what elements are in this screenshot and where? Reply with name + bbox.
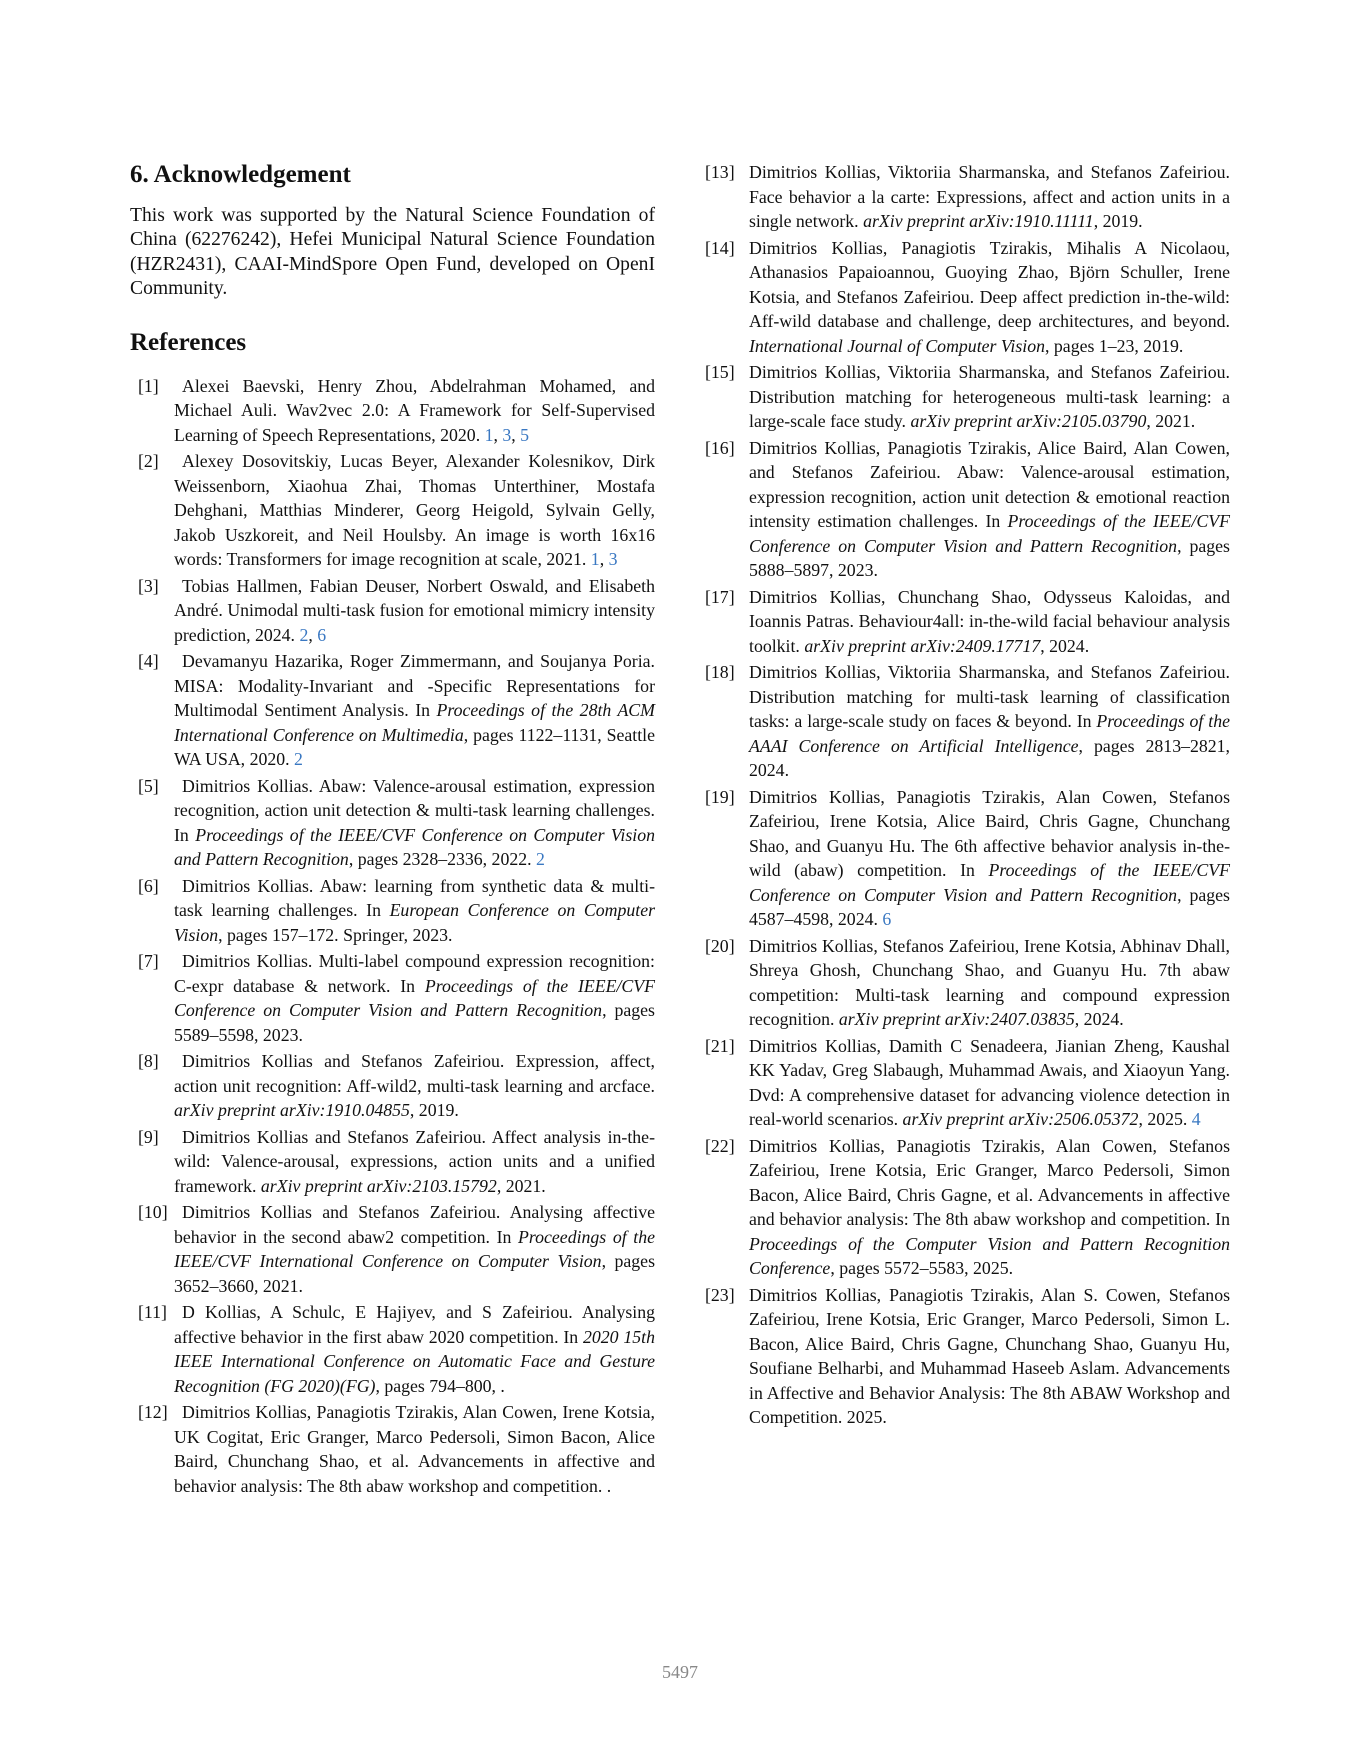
reference-number: [14]: [705, 237, 735, 258]
reference-text: Tobias Hallmen, Fabian Deuser, Norbert Oswald, and Elisabeth André. Unimodal multi-task fusion for emotional mimicry intensity prediction, 2024.: [174, 575, 656, 645]
reference-number: [13]: [705, 162, 735, 182]
citation-backref-link[interactable]: 5: [520, 424, 530, 445]
reference-venue: arXiv preprint arXiv:1910.04855: [174, 1100, 410, 1121]
reference-item: [130, 574, 655, 648]
reference-text: , 2025.: [1138, 1109, 1192, 1129]
citation-backref-link[interactable]: 1: [484, 424, 494, 445]
reference-item: [705, 1283, 1230, 1430]
reference-item: [705, 934, 1230, 1032]
reference-text: Dimitrios Kollias, Panagiotis Tzirakis, Alice Baird, Alan Cowen, and Stefanos Zafeiriou. Abaw: Valence-arousal estimation, expression recognition, action unit detection & emotional reaction intensity estimation challenges. In: [749, 437, 1230, 531]
reference-venue: European Conference on Computer Vision: [174, 900, 655, 945]
reference-text: , pages 4587–4598, 2024.: [749, 884, 1230, 929]
reference-text: Devamanyu Hazarika, Roger Zimmermann, and Soujanya Poria. MISA: Modality-Invariant and -Specific Representations for Multimodal Sentiment Analysis. In: [174, 651, 655, 721]
reference-text: Alexey Dosovitskiy, Lucas Beyer, Alexander Kolesnikov, Dirk Weissenborn, Xiaohua Zhai, Thomas Unterthiner, Mostafa Dehghani, Matthias Minderer, Georg Heigold, Sylvain Gelly, Jakob Uszkoreit, and Neil Houlsby. An image is worth 16x16 words: Transformers for image recognition at scale, 2021.: [174, 451, 655, 570]
reference-item: [705, 1134, 1230, 1281]
reference-venue: Proceedings of the Computer Vision and Pattern Recognition Conference: [749, 1233, 1230, 1278]
reference-text: ,: [511, 424, 521, 445]
reference-text: ,: [493, 424, 503, 445]
reference-venue: Proceedings of the IEEE/CVF Conference on Computer Vision and Pattern Recognition: [174, 975, 656, 1021]
left-column: [130, 160, 655, 1500]
reference-venue: International Journal of Computer Vision: [749, 335, 1046, 356]
reference-venue: Proceedings of the IEEE/CVF Conference on Computer Vision and Pattern Recognition: [749, 511, 1231, 556]
reference-number: [2]: [138, 451, 159, 472]
reference-list-left: [130, 374, 655, 1499]
reference-venue: arXiv preprint arXiv:1910.11111: [863, 211, 1094, 231]
reference-text: Dimitrios Kollias and Stefanos Zafeiriou. Analysing affective behavior in the second abaw2 competition. In: [174, 1202, 655, 1247]
reference-item: [705, 585, 1230, 659]
reference-text: , pages 1–23, 2019.: [1045, 335, 1184, 356]
reference-venue: 2020 15th IEEE International Conference on Automatic Face and Gesture Recognition (FG 2020)(FG): [174, 1326, 655, 1396]
reference-text: , pages 1122–1131, Seattle WA USA, 2020.: [174, 724, 655, 770]
reference-text: Dimitrios Kollias and Stefanos Zafeiriou. Expression, affect, action unit recognition: Aff-wild2, multi-task learning and arcface.: [174, 1051, 655, 1096]
acknowledgement-text: This work was supported by the Natural Science Foundation of China (62276242), Hefei Municipal Natural Science Foundation (HZR2431), CAAI-MindSpore Open Fund, developed on OpenI Community.: [130, 205, 655, 300]
reference-venue: arXiv preprint arXiv:2407.03835: [838, 1009, 1075, 1029]
reference-text: , 2019.: [1093, 211, 1143, 231]
citation-backref-link[interactable]: 6: [882, 909, 892, 929]
reference-item: [705, 236, 1230, 359]
reference-text: Dimitrios Kollias, Viktoriia Sharmanska, and Stefanos Zafeiriou. Distribution matching for multi-task learning of classification tasks: a large-scale study on faces & beyond. In: [749, 662, 1230, 731]
reference-text: Dimitrios Kollias, Stefanos Zafeiriou, Irene Kotsia, Abhinav Dhall, Shreya Ghosh, Chunchang Shao, and Guanyu Hu. 7th abaw competition: Multi-task learning and compound expression recognition.: [749, 935, 1230, 1029]
reference-text: , 2024.: [1074, 1009, 1124, 1029]
citation-backref-link[interactable]: 2: [294, 749, 303, 770]
acknowledgement-heading: 6. Acknowledgement: [130, 161, 351, 188]
reference-item: [705, 660, 1230, 783]
reference-number: [5]: [138, 775, 159, 796]
reference-number: [20]: [705, 935, 735, 956]
reference-venue: Proceedings of the IEEE/CVF Conference on Computer Vision and Pattern Recognition: [174, 824, 656, 870]
reference-text: , pages 794–800, .: [375, 1375, 505, 1396]
reference-number: [11]: [138, 1302, 167, 1323]
reference-text: Dimitrios Kollias, Viktoriia Sharmanska, and Stefanos Zafeiriou. Distribution matching for heterogeneous multi-task learning: a large-scale face study.: [749, 362, 1230, 431]
reference-item: [705, 360, 1230, 434]
reference-text: , pages 2813–2821, 2024.: [749, 735, 1230, 780]
reference-text: Dimitrios Kollias, Panagiotis Tzirakis, Alan S. Cowen, Stefanos Zafeiriou, Irene Kotsia, Eric Granger, Marco Pedersoli, Simon L. Bacon, Alice Baird, Chris Gagne, Chunchang Shao, Guanyu Hu, Soufiane Belharbi, and Muhammad Haseeb Aslam. Advancements in Affective and Behavior Analysis: The 8th ABAW Workshop and Competition. 2025.: [749, 1284, 1230, 1427]
reference-text: , pages 3652–3660, 2021.: [174, 1251, 655, 1296]
reference-text: , 2024.: [1040, 635, 1090, 656]
reference-number: [7]: [138, 951, 159, 972]
reference-venue: arXiv preprint arXiv:2409.17717: [804, 635, 1041, 656]
reference-text: Dimitrios Kollias and Stefanos Zafeiriou. Affect analysis in-the-wild: Valence-arousal, expressions, action units and a unified framework.: [174, 1126, 655, 1196]
reference-item: [130, 1300, 655, 1398]
reference-text: Alexei Baevski, Henry Zhou, Abdelrahman Mohamed, and Michael Auli. Wav2vec 2.0: A Framework for Self-Supervised Learning of Speech Representations, 2020.: [174, 375, 655, 445]
reference-text: Dimitrios Kollias, Viktoriia Sharmanska, and Stefanos Zafeiriou. Face behavior a la carte: Expressions, affect and action units in a single network.: [749, 162, 1230, 231]
citation-backref-link[interactable]: 2: [536, 849, 545, 870]
reference-text: Dimitrios Kollias, Panagiotis Tzirakis, Alan Cowen, Irene Kotsia, UK Cogitat, Eric Granger, Marco Pedersoli, Simon Bacon, Alice Baird, Chunchang Shao, et al. Advancements in affective and behavior analysis: The 8th abaw workshop and competition. .: [174, 1402, 655, 1496]
reference-venue: Proceedings of the IEEE/CVF Conference on Computer Vision and Pattern Recognition: [749, 860, 1230, 905]
reference-item: [130, 449, 655, 572]
reference-text: Dimitrios Kollias. Multi-label compound expression recognition: C-expr database & network. In: [174, 951, 655, 996]
reference-text: , pages 157–172. Springer, 2023.: [218, 924, 453, 945]
reference-item: [130, 774, 655, 872]
reference-number: [23]: [705, 1284, 735, 1305]
reference-text: , 2019.: [409, 1100, 459, 1121]
reference-number: [6]: [138, 875, 159, 896]
reference-item: [130, 949, 655, 1047]
reference-number: [1]: [138, 375, 159, 396]
citation-backref-link[interactable]: 4: [1191, 1109, 1201, 1129]
reference-number: [16]: [705, 437, 735, 458]
reference-venue: Proceedings of the IEEE/CVF International Conference on Computer Vision: [174, 1226, 655, 1272]
reference-item: [130, 1400, 655, 1498]
reference-text: , pages 5572–5583, 2025.: [830, 1258, 1014, 1278]
reference-number: [18]: [705, 662, 735, 682]
reference-text: Dimitrios Kollias. Abaw: learning from synthetic data & multi-task learning challenges. In: [174, 875, 655, 921]
reference-text: Dimitrios Kollias. Abaw: Valence-arousal estimation, expression recognition, action unit detection & multi-task learning challenges. In: [174, 775, 655, 845]
reference-number: [17]: [705, 586, 735, 607]
reference-item: [705, 436, 1230, 583]
reference-number: [22]: [705, 1135, 735, 1156]
reference-item: [130, 874, 655, 948]
reference-number: [3]: [138, 575, 159, 596]
reference-text: Dimitrios Kollias, Damith C Senadeera, Jianian Zheng, Kaushal KK Yadav, Greg Slabaugh, Muhammad Awais, and Xiaoyun Yang. Dvd: A comprehensive dataset for advancing violence detection in real-world scenarios.: [749, 1035, 1230, 1129]
reference-item: [130, 649, 655, 772]
reference-venue: Proceedings of the 28th ACM International Conference on Multimedia: [174, 700, 655, 745]
reference-text: , pages 5888–5897, 2023.: [749, 535, 1230, 580]
reference-text: Dimitrios Kollias, Panagiotis Tzirakis, Alan Cowen, Stefanos Zafeiriou, Irene Kotsia, Eric Granger, Marco Pedersoli, Simon Bacon, Alice Baird, Chris Gagne, et al. Advancements in affective and behavior analysis: The 8th abaw workshop and competition. In: [749, 1135, 1230, 1229]
reference-text: , 2021.: [496, 1175, 546, 1196]
reference-text: D Kollias, A Schulc, E Hajiyev, and S Zafeiriou. Analysing affective behavior in the first abaw 2020 competition. In: [174, 1302, 655, 1347]
page-number: 5497: [662, 1662, 698, 1682]
citation-backref-link[interactable]: 1: [590, 549, 600, 570]
reference-item: [130, 1125, 655, 1199]
reference-text: Dimitrios Kollias, Panagiotis Tzirakis, Alan Cowen, Stefanos Zafeiriou, Irene Kotsia, Alice Baird, Chris Gagne, Chunchang Shao, and Guanyu Hu. The 6th affective behavior analysis in-the-wild (abaw) competition. In: [749, 786, 1230, 880]
reference-item: [705, 785, 1230, 932]
reference-text: , pages 5589–5598, 2023.: [174, 1000, 655, 1045]
reference-venue: arXiv preprint arXiv:2506.05372: [902, 1109, 1139, 1129]
reference-number: [21]: [705, 1035, 735, 1056]
citation-backref-link[interactable]: 3: [608, 549, 618, 570]
reference-number: [4]: [138, 651, 159, 672]
reference-number: [10]: [138, 1202, 168, 1223]
reference-number: [19]: [705, 786, 735, 807]
citation-backref-link[interactable]: 2: [299, 624, 309, 645]
reference-number: [12]: [138, 1402, 168, 1423]
reference-venue: Proceedings of the AAAI Conference on Artificial Intelligence: [749, 711, 1230, 756]
references-heading: References: [130, 328, 247, 356]
citation-backref-link[interactable]: 3: [502, 424, 512, 445]
reference-item: [705, 1034, 1230, 1132]
reference-item: [130, 374, 655, 448]
reference-text: Dimitrios Kollias, Panagiotis Tzirakis, Mihalis A Nicolaou, Athanasios Papaioannou, Guoying Zhao, Björn Schuller, Irene Kotsia, and Stefanos Zafeiriou. Deep affect prediction in-the-wild: Aff-wild database and challenge, deep architectures, and beyond.: [749, 237, 1230, 331]
reference-item: [705, 160, 1230, 234]
reference-text: ,: [599, 549, 609, 570]
reference-number: [15]: [705, 362, 735, 382]
reference-number: [8]: [138, 1051, 159, 1072]
reference-item: [130, 1200, 655, 1298]
reference-venue: arXiv preprint arXiv:2103.15792: [260, 1175, 497, 1196]
reference-list-right: [705, 160, 1230, 1430]
citation-backref-link[interactable]: 6: [317, 624, 327, 645]
reference-text: ,: [308, 624, 318, 645]
right-column: [705, 160, 1230, 1432]
reference-item: [130, 1049, 655, 1123]
reference-text: Dimitrios Kollias, Chunchang Shao, Odysseus Kaloidas, and Ioannis Patras. Behaviour4all: in-the-wild facial behaviour analysis toolkit.: [749, 586, 1230, 656]
reference-number: [9]: [138, 1126, 159, 1147]
reference-text: , pages 2328–2336, 2022.: [348, 849, 537, 870]
reference-venue: arXiv preprint arXiv:2105.03790: [910, 411, 1147, 431]
reference-text: , 2021.: [1146, 411, 1196, 431]
